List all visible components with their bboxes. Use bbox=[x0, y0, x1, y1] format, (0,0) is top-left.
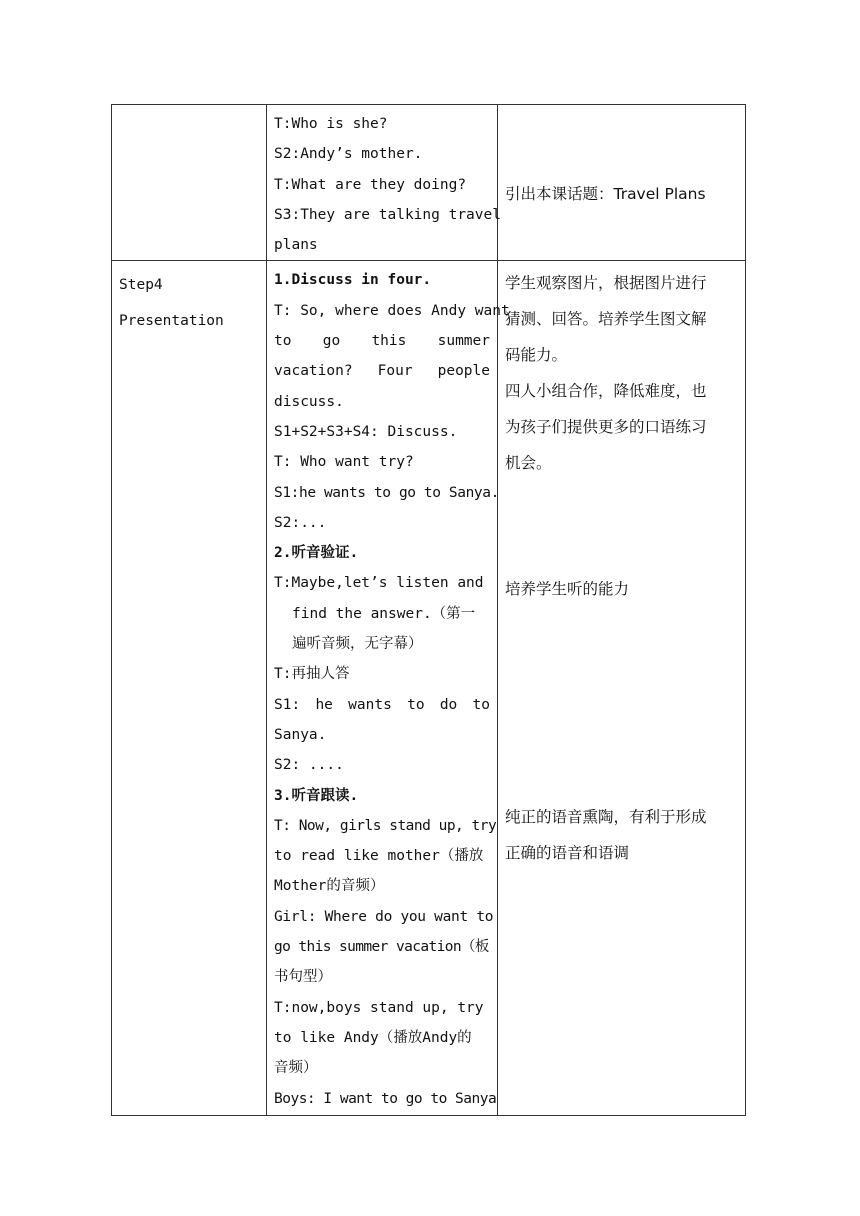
activity-line: S1+S2+S3+S4: Discuss. bbox=[274, 423, 458, 440]
activity-line: 音频） bbox=[274, 1060, 318, 1077]
purpose-cell bbox=[498, 105, 746, 261]
activity-line: plans bbox=[274, 237, 318, 254]
activity-line: to like Andy（播放Andy的 bbox=[274, 1029, 472, 1046]
activity-cell bbox=[267, 105, 501, 261]
activity-line: S3:They are talking travel bbox=[274, 206, 501, 223]
purpose-text: 纯正的语音熏陶，有利于形成 bbox=[505, 808, 707, 827]
activity-line: S2:... bbox=[274, 514, 327, 531]
activity-line: Mother的音频） bbox=[274, 878, 385, 895]
purpose-text: 正确的语音和语调 bbox=[505, 844, 630, 863]
activity-line: T:再抽人答 bbox=[274, 666, 350, 683]
purpose-text: 四人小组合作，降低难度，也 bbox=[505, 382, 707, 401]
activity-line: to go this summer bbox=[274, 333, 490, 350]
stage-name: Presentation bbox=[119, 313, 224, 330]
section-heading: 2.听音验证. bbox=[274, 545, 359, 562]
purpose-text: 学生观察图片，根据图片进行 bbox=[505, 274, 707, 293]
section-heading: 1.Discuss in four. bbox=[274, 272, 432, 289]
activity-line: S1: he wants to do to bbox=[274, 696, 490, 713]
lesson-plan-table bbox=[111, 104, 746, 1116]
activity-line: vacation? Four people bbox=[274, 363, 490, 380]
activity-line: T: Who want try? bbox=[274, 454, 414, 471]
activity-line: Sanya. bbox=[274, 726, 327, 743]
purpose-text: 培养学生听的能力 bbox=[505, 580, 630, 599]
purpose-text: 为孩子们提供更多的口语练习 bbox=[505, 418, 707, 437]
activity-line: T: Now, girls stand up, try bbox=[274, 817, 497, 834]
step-cell bbox=[112, 261, 267, 1116]
purpose-text: 机会。 bbox=[505, 454, 552, 473]
section-heading: 3.听音跟读. bbox=[274, 787, 359, 804]
activity-cell bbox=[267, 261, 510, 1116]
purpose-text: 引出本课话题：Travel Plans bbox=[505, 184, 706, 203]
table-row bbox=[112, 105, 746, 261]
activity-line: go this summer vacation（板 bbox=[274, 939, 489, 956]
activity-line: 遍听音频，无字幕） bbox=[292, 636, 423, 653]
activity-line: discuss. bbox=[274, 393, 344, 410]
activity-line: Boys: I want to go to Sanya bbox=[274, 1090, 497, 1107]
purpose-text: 猜测、回答。培养学生图文解 bbox=[505, 310, 707, 329]
step-number: Step4 bbox=[119, 277, 163, 294]
purpose-cell bbox=[498, 261, 746, 1116]
purpose-text: 码能力。 bbox=[505, 346, 568, 365]
activity-line: T:Who is she? bbox=[274, 116, 388, 132]
activity-line: T: So, where does Andy want bbox=[274, 302, 510, 319]
activity-line: S2:Andy’s mother. bbox=[274, 146, 423, 163]
activity-line: T:now,boys stand up, try bbox=[274, 999, 484, 1016]
activity-line: T:Maybe,let’s listen and bbox=[274, 575, 484, 592]
activity-line: T:What are they doing? bbox=[274, 176, 467, 193]
activity-line: S2: .... bbox=[274, 757, 344, 774]
activity-line: to read like mother（播放 bbox=[274, 848, 484, 865]
activity-line: find the answer.（第一 bbox=[292, 605, 476, 622]
activity-line: Girl: Where do you want to bbox=[274, 908, 494, 925]
activity-line: 书句型） bbox=[274, 969, 332, 986]
step-cell bbox=[112, 105, 267, 261]
activity-line: S1:he wants to go to Sanya. bbox=[274, 484, 499, 501]
table-row bbox=[112, 261, 746, 1116]
